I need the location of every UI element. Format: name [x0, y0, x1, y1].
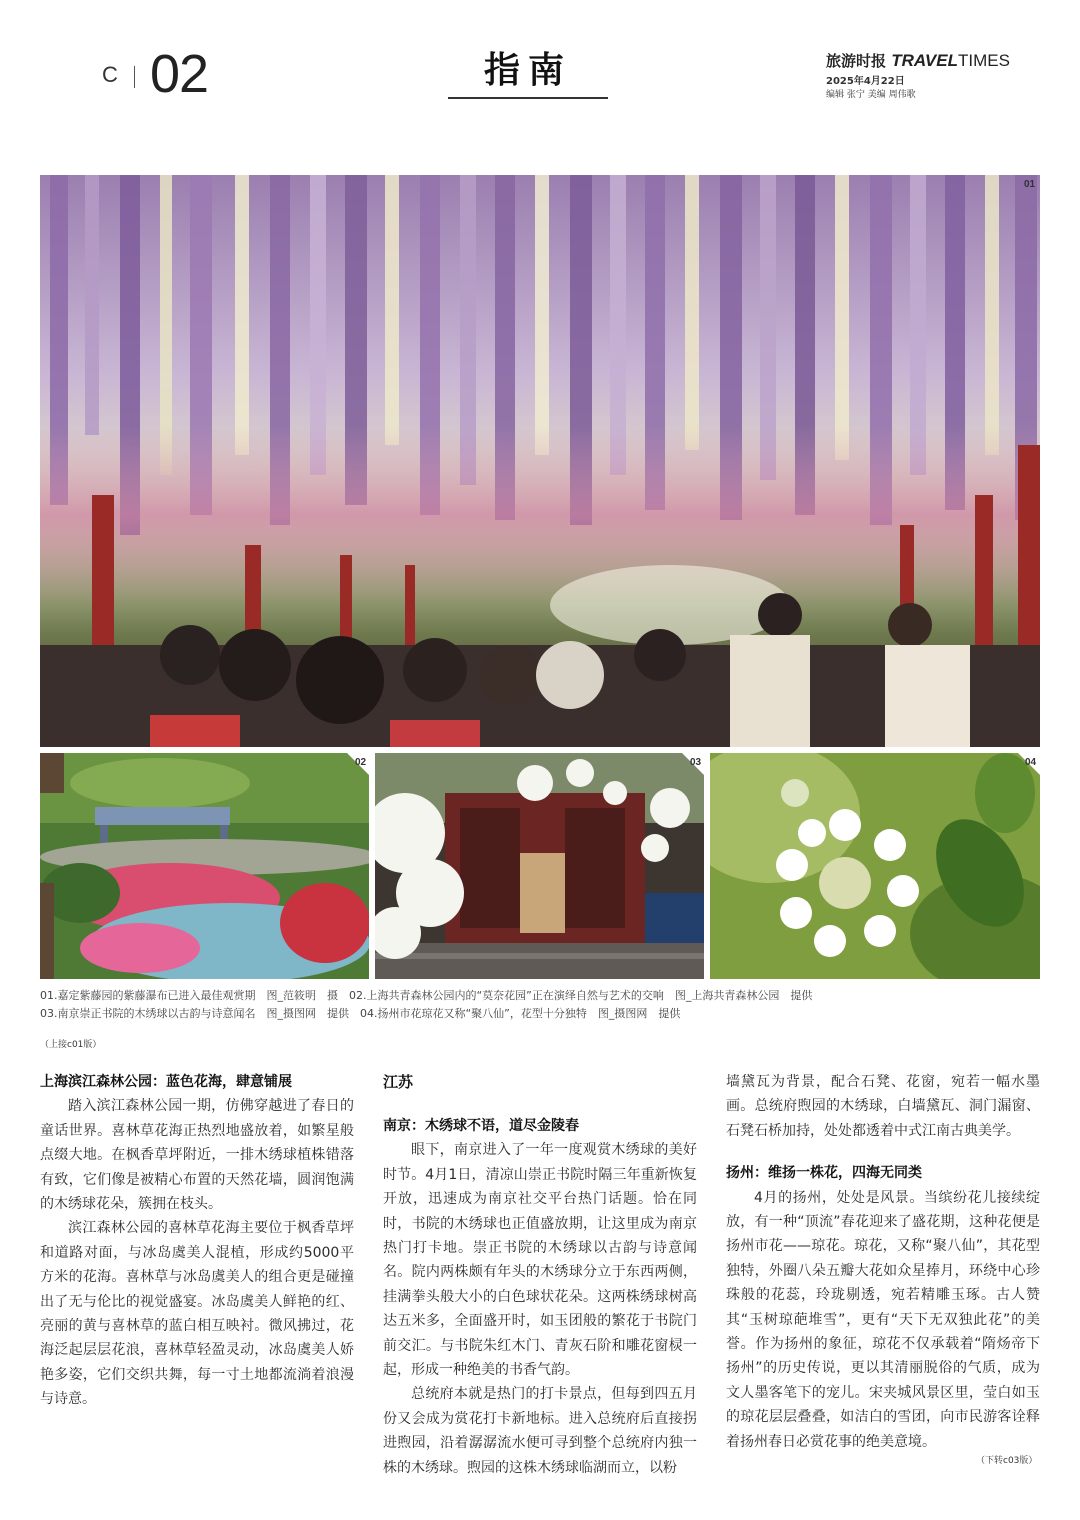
- section-letter: C: [102, 62, 118, 87]
- photo-wisteria-tunnel: [40, 175, 1040, 747]
- photo-number-04: 04: [1025, 757, 1037, 768]
- heading-nanjing: 南京：木绣球不语，道尽金陵春: [383, 1118, 579, 1134]
- photo-qionghua-flower: [710, 753, 1040, 979]
- photo-number-01: 01: [1024, 179, 1036, 190]
- heading-yangzhou: 扬州：维扬一株花，四海无同类: [726, 1165, 922, 1182]
- paragraph: 4月的扬州，处处是风景。当缤纷花儿接续绽放，有一种“顶流”春花迎来了盛花期，这种花便是扬州市花——琼花。琼花，又称“聚八仙”，其花型独特，外圈八朵五瓣大花如众星捧月，环绕中心珍珠般的花蕊，玲珑剔透，宛若精雕玉琢。古人赞其“玉树琼葩堆雪”，更有“天下无双独此花”的美誉。作为扬州的象征，琼花不仅承载着“隋炀帝下扬州”的历史传说，更以其清丽脱俗的气质，成为文人墨客笔下的宠儿。宋夹城风景区里，莹白如玉的琼花层层叠叠，如洁白的雪团，向市民游客诠释着扬州春日必赏花事的绝美意境。: [726, 1189, 1040, 1450]
- publication-date: 2025年4月22日: [826, 76, 905, 87]
- title-underline: [448, 97, 608, 99]
- article-column-2: [383, 1070, 697, 1480]
- paragraph: 眼下，南京进入了一年一度观赏木绣球的美好时节。4月1日，清凉山崇正书院时隔三年重新恢复开放，迅速成为南京社交平台热门话题。恰在同时，书院的木绣球也正值盛放期，让这里成为南京热门打卡地。崇正书院的木绣球以古韵与诗意闻名。院内两株颇有年头的木绣球分立于东西两侧，挂满拳头般大小的白色球状花朵。这两株绣球树高达五米多，全面盛开时，如玉团般的繁花于书院门前交汇。与书院朱红木门、青灰石阶和雕花窗棂一起，形成一种绝美的书香气韵。: [383, 1142, 697, 1379]
- article-column-1: [40, 1070, 354, 1412]
- spacer: [726, 1143, 1040, 1161]
- region-heading-jiangsu: 江苏: [383, 1073, 414, 1091]
- heading-shanghai: 上海滨江森林公园：蓝色花海，肆意铺展: [40, 1074, 292, 1090]
- paragraph: 踏入滨江森林公园一期，仿佛穿越进了春日的童话世界。喜林草花海正热烈地盛放着，如繁星般点缀大地。在枫香草坪附近，一排木绣球植株错落有致，它们像是被精心布置的天然花墙，圆润饱满的木绣球花朵，簇拥在枝头。: [40, 1098, 354, 1213]
- editor-credits: 编辑 张宁 美编 周伟歌: [826, 90, 916, 100]
- paragraph: 总统府本就是热门的打卡景点，但每到四五月份又会成为赏花打卡新地标。进入总统府后直接拐进煦园，沿着潺潺流水便可寻到整个总统府内独一株的木绣球。煦园的这株木绣球临湖而立，以粉: [383, 1386, 697, 1476]
- photo-number-03: 03: [690, 757, 702, 768]
- article-column-3: [726, 1070, 1040, 1454]
- photo-academy-hydrangea: [375, 753, 704, 979]
- paragraph: 滨江森林公园的喜林草花海主要位于枫香草坪和道路对面，与冰岛虞美人混植，形成约5000平方米的花海。喜林草与冰岛虞美人的组合更是碰撞出了无与伦比的视觉盛宴。冰岛虞美人鲜艳的红、亮丽的黄与喜林草的蓝白相互映衬。微风拂过，花海泛起层层花浪，喜林草轻盈灵动，冰岛虞美人娇艳多姿，它们交织共舞，每一寸土地都流淌着浪漫与诗意。: [40, 1220, 354, 1408]
- paper-name-en: TRAVEL: [891, 51, 958, 70]
- paper-name-en-2: TIMES: [958, 51, 1010, 70]
- continued-to-note: （下转c03版）: [976, 1456, 1038, 1466]
- section-divider: [134, 66, 135, 88]
- paragraph-continued: 墙黛瓦为背景，配合石凳、花窗，宛若一幅水墨画。总统府煦园的木绣球，白墙黛瓦、洞门漏窗、石凳石桥加持，处处都透着中式江南古典美学。: [726, 1074, 1040, 1139]
- photo-caption-line-1: 01.嘉定紫藤园的紫藤瀑布已进入最佳观赏期 图_范筱明 摄 02.上海共青森林公园内的“莫奈花园”正在演绎自然与艺术的交响 图_上海共青森林公园 提供: [40, 989, 813, 1002]
- photo-flower-bed: [40, 753, 369, 979]
- page-title: 指南: [483, 50, 572, 91]
- photo-number-02: 02: [355, 757, 367, 768]
- page-number: 02: [150, 44, 209, 104]
- masthead: [826, 50, 1010, 71]
- continued-from-note: （上接c01版）: [40, 1040, 102, 1050]
- paper-name-cn: 旅游时报: [826, 52, 887, 70]
- photo-caption-line-2: 03.南京崇正书院的木绣球以古韵与诗意闻名 图_摄图网 提供 04.扬州市花琼花又称“聚八仙”，花型十分独特 图_摄图网 提供: [40, 1007, 681, 1020]
